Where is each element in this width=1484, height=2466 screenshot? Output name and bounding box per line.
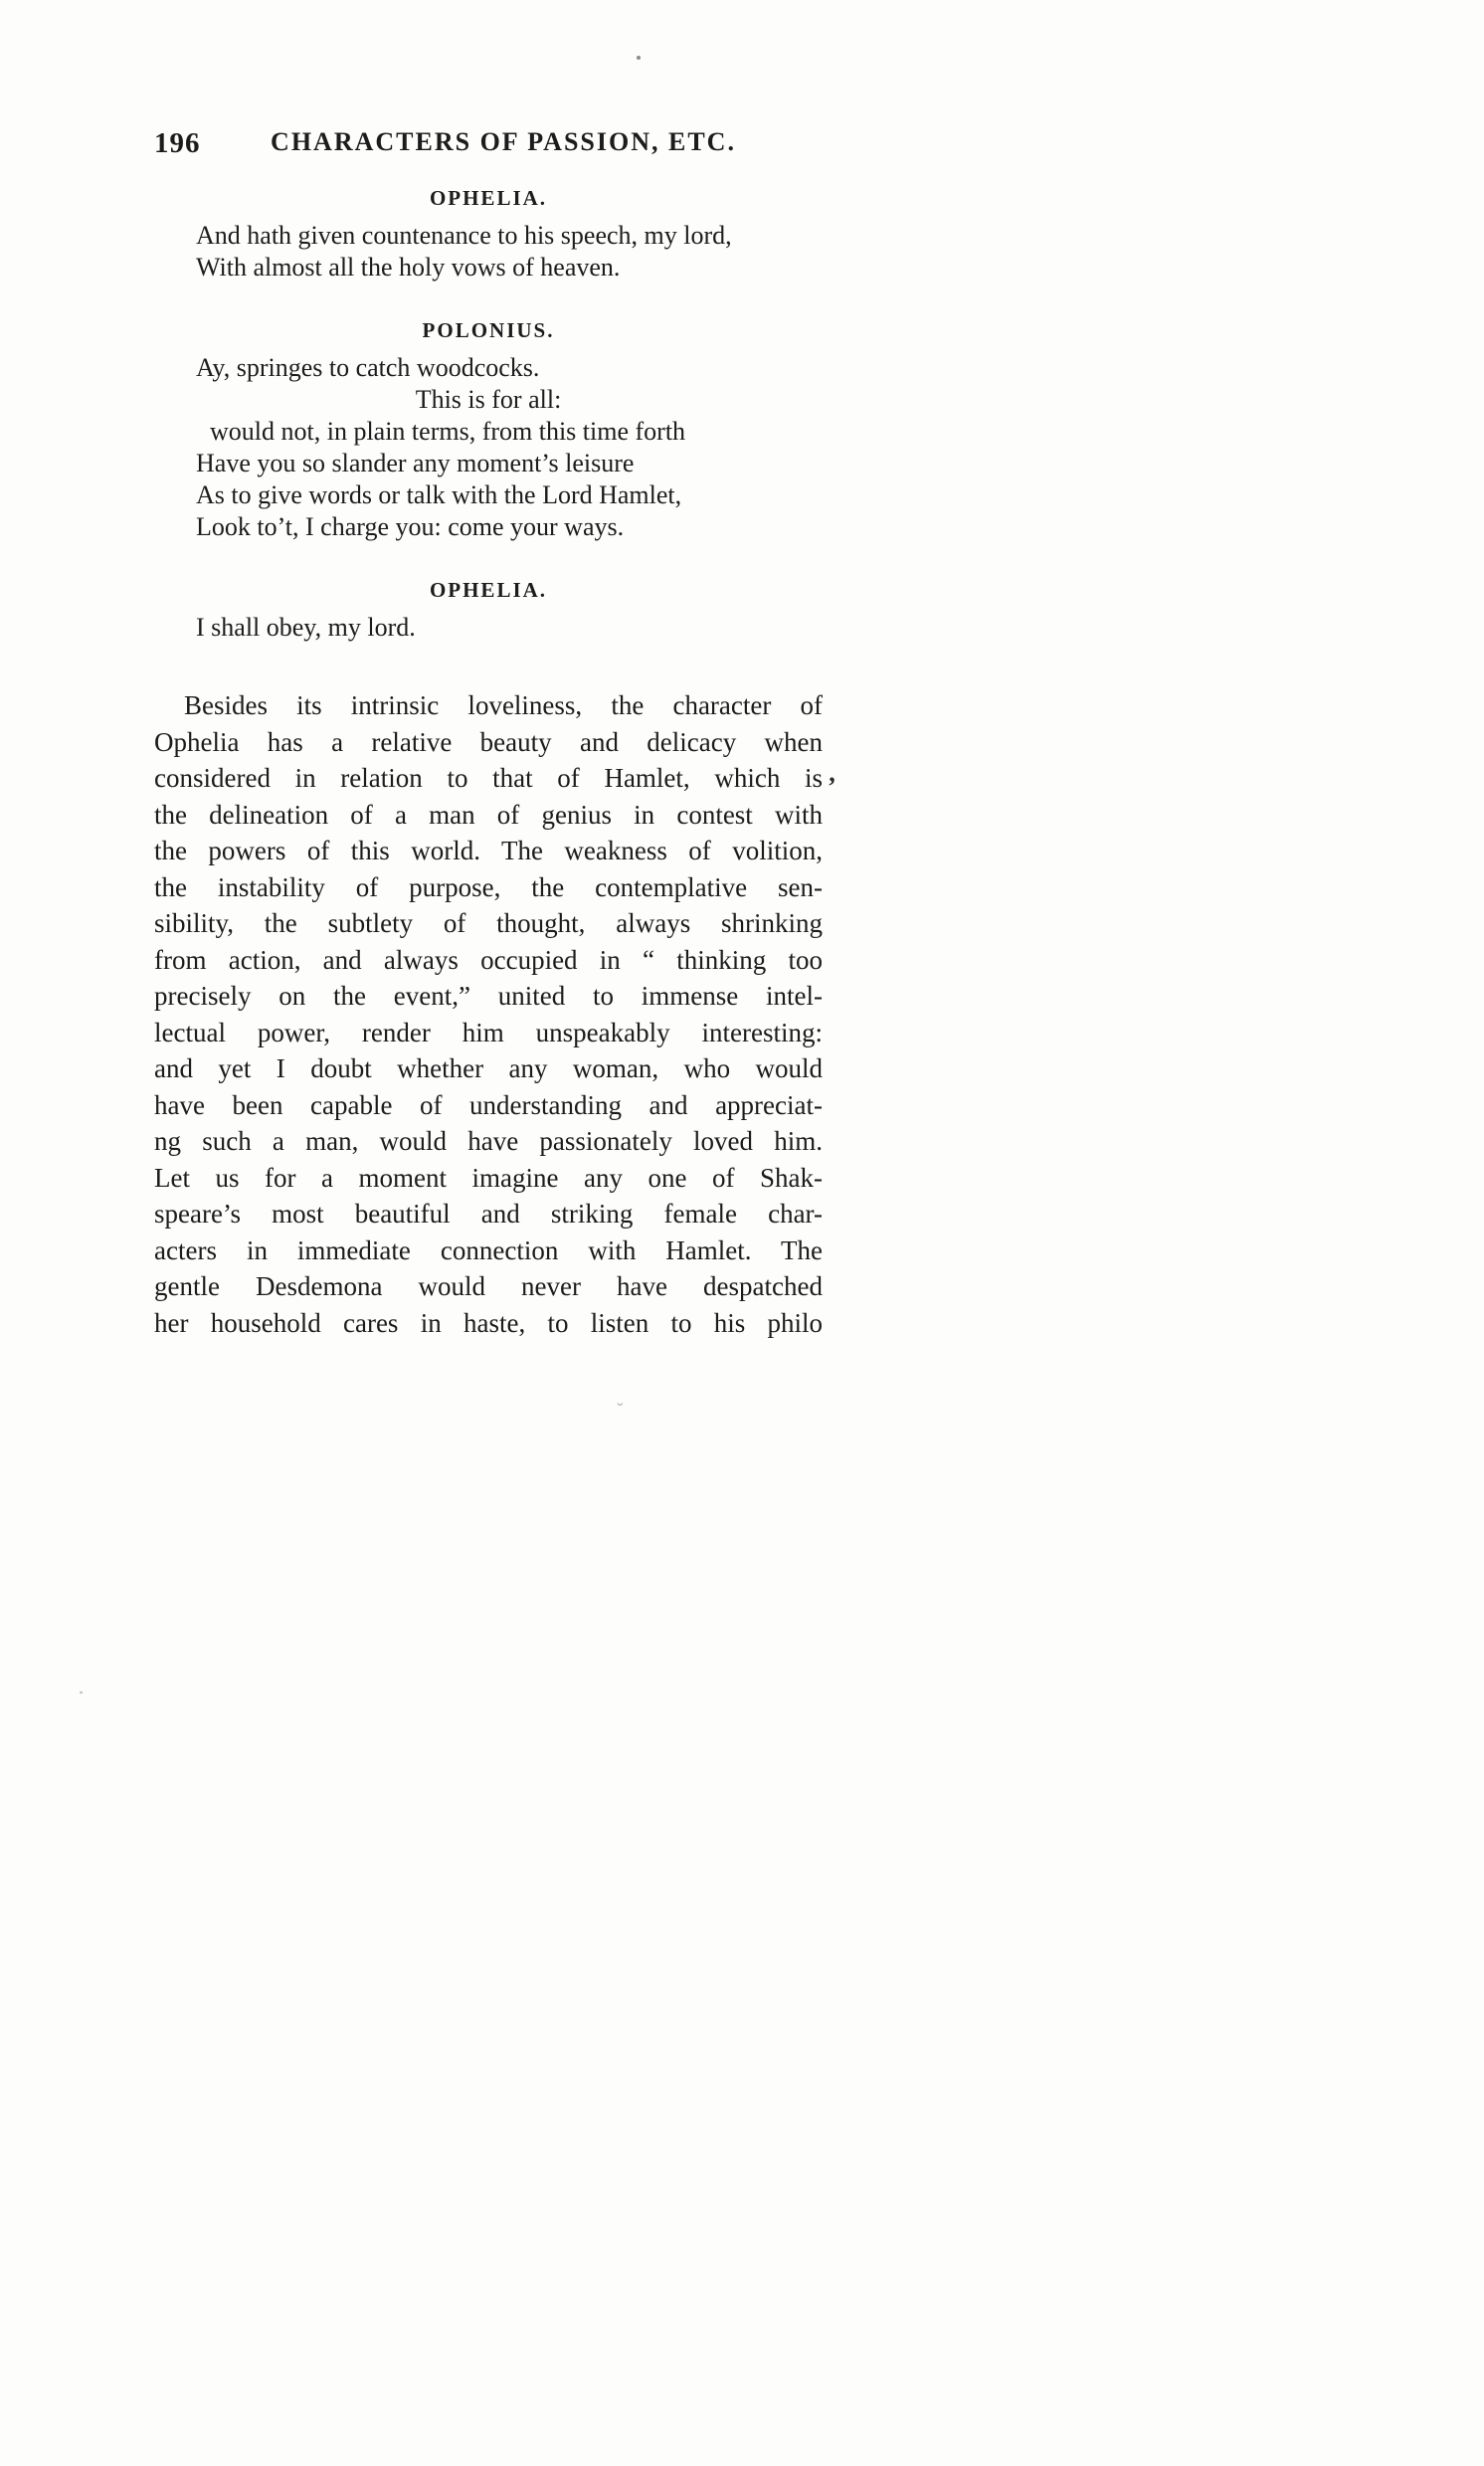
prose-line: precisely on the event,” united to immense intel- [154, 981, 823, 1011]
verse-line: I shall obey, my lord. [196, 613, 416, 642]
verse-line: With almost all the holy vows of heaven. [196, 253, 621, 282]
speech-block [154, 577, 823, 644]
prose-line: lectual power, render him unspeakably interesting: [154, 1017, 823, 1047]
speaker-name: POLONIUS. [422, 318, 555, 342]
prose-line: and yet I doubt whether any woman, who would [154, 1053, 823, 1083]
page-number: 196 [154, 127, 201, 159]
prose-line: have been capable of understanding and appreciat- [154, 1089, 823, 1120]
speech-block [154, 185, 823, 284]
running-title: CHARACTERS OF PASSION, ETC. [271, 127, 736, 156]
page-header [154, 127, 823, 159]
prose-line: from action, and always occupied in “ thinking too [154, 944, 823, 975]
text-block [154, 127, 823, 1341]
verse-line: would not, in plain terms, from this time forth [210, 417, 686, 446]
verse-line: And hath given countenance to his speech, my lord, [196, 221, 732, 250]
verse-line: This is for all: [415, 385, 562, 414]
prose-paragraph [154, 687, 823, 1341]
prose-line: the powers of this world. The weakness of volition, [154, 836, 823, 865]
verse-line: Look to’t, I charge you: come your ways. [196, 512, 625, 541]
prose-line: her household cares in haste, to listen to his philo [154, 1307, 823, 1338]
verse-line: As to give words or talk with the Lord Hamlet, [196, 480, 682, 509]
scan-speck [637, 56, 641, 60]
prose-line: Ophelia has a relative beauty and delicacy when [154, 726, 823, 757]
scan-speck [80, 1691, 83, 1694]
prose-line: the instability of purpose, the contemplative sen- [154, 871, 823, 902]
prose-line: the delineation of a man of genius in contest with [154, 799, 823, 830]
prose-line: Let us for a moment imagine any one of Shak- [154, 1162, 823, 1193]
verse-line: Ay, springes to catch woodcocks. [196, 353, 540, 382]
prose-line: gentle Desdemona would never have despatched [154, 1271, 823, 1301]
prose-line: considered in relation to that of Hamlet, which is [154, 763, 823, 793]
speaker-name: OPHELIA. [429, 186, 548, 210]
prose-line: acters in immediate connection with Hamlet. The [154, 1234, 823, 1265]
speaker-name: OPHELIA. [429, 578, 548, 602]
scan-mark: ˘ [617, 1400, 624, 1422]
prose-line: speare’s most beautiful and striking female char- [154, 1199, 823, 1229]
prose-line: Besides its intrinsic loveliness, the character of [184, 690, 823, 720]
dialogue-section [154, 185, 823, 644]
prose-line: ng such a man, would have passionately loved him. [154, 1126, 823, 1156]
speech-block [154, 317, 823, 543]
prose-line: sibility, the subtlety of thought, always shrinking [154, 908, 823, 938]
scan-mark: ’ [828, 772, 836, 801]
verse-line: Have you so slander any moment’s leisure [196, 449, 635, 477]
